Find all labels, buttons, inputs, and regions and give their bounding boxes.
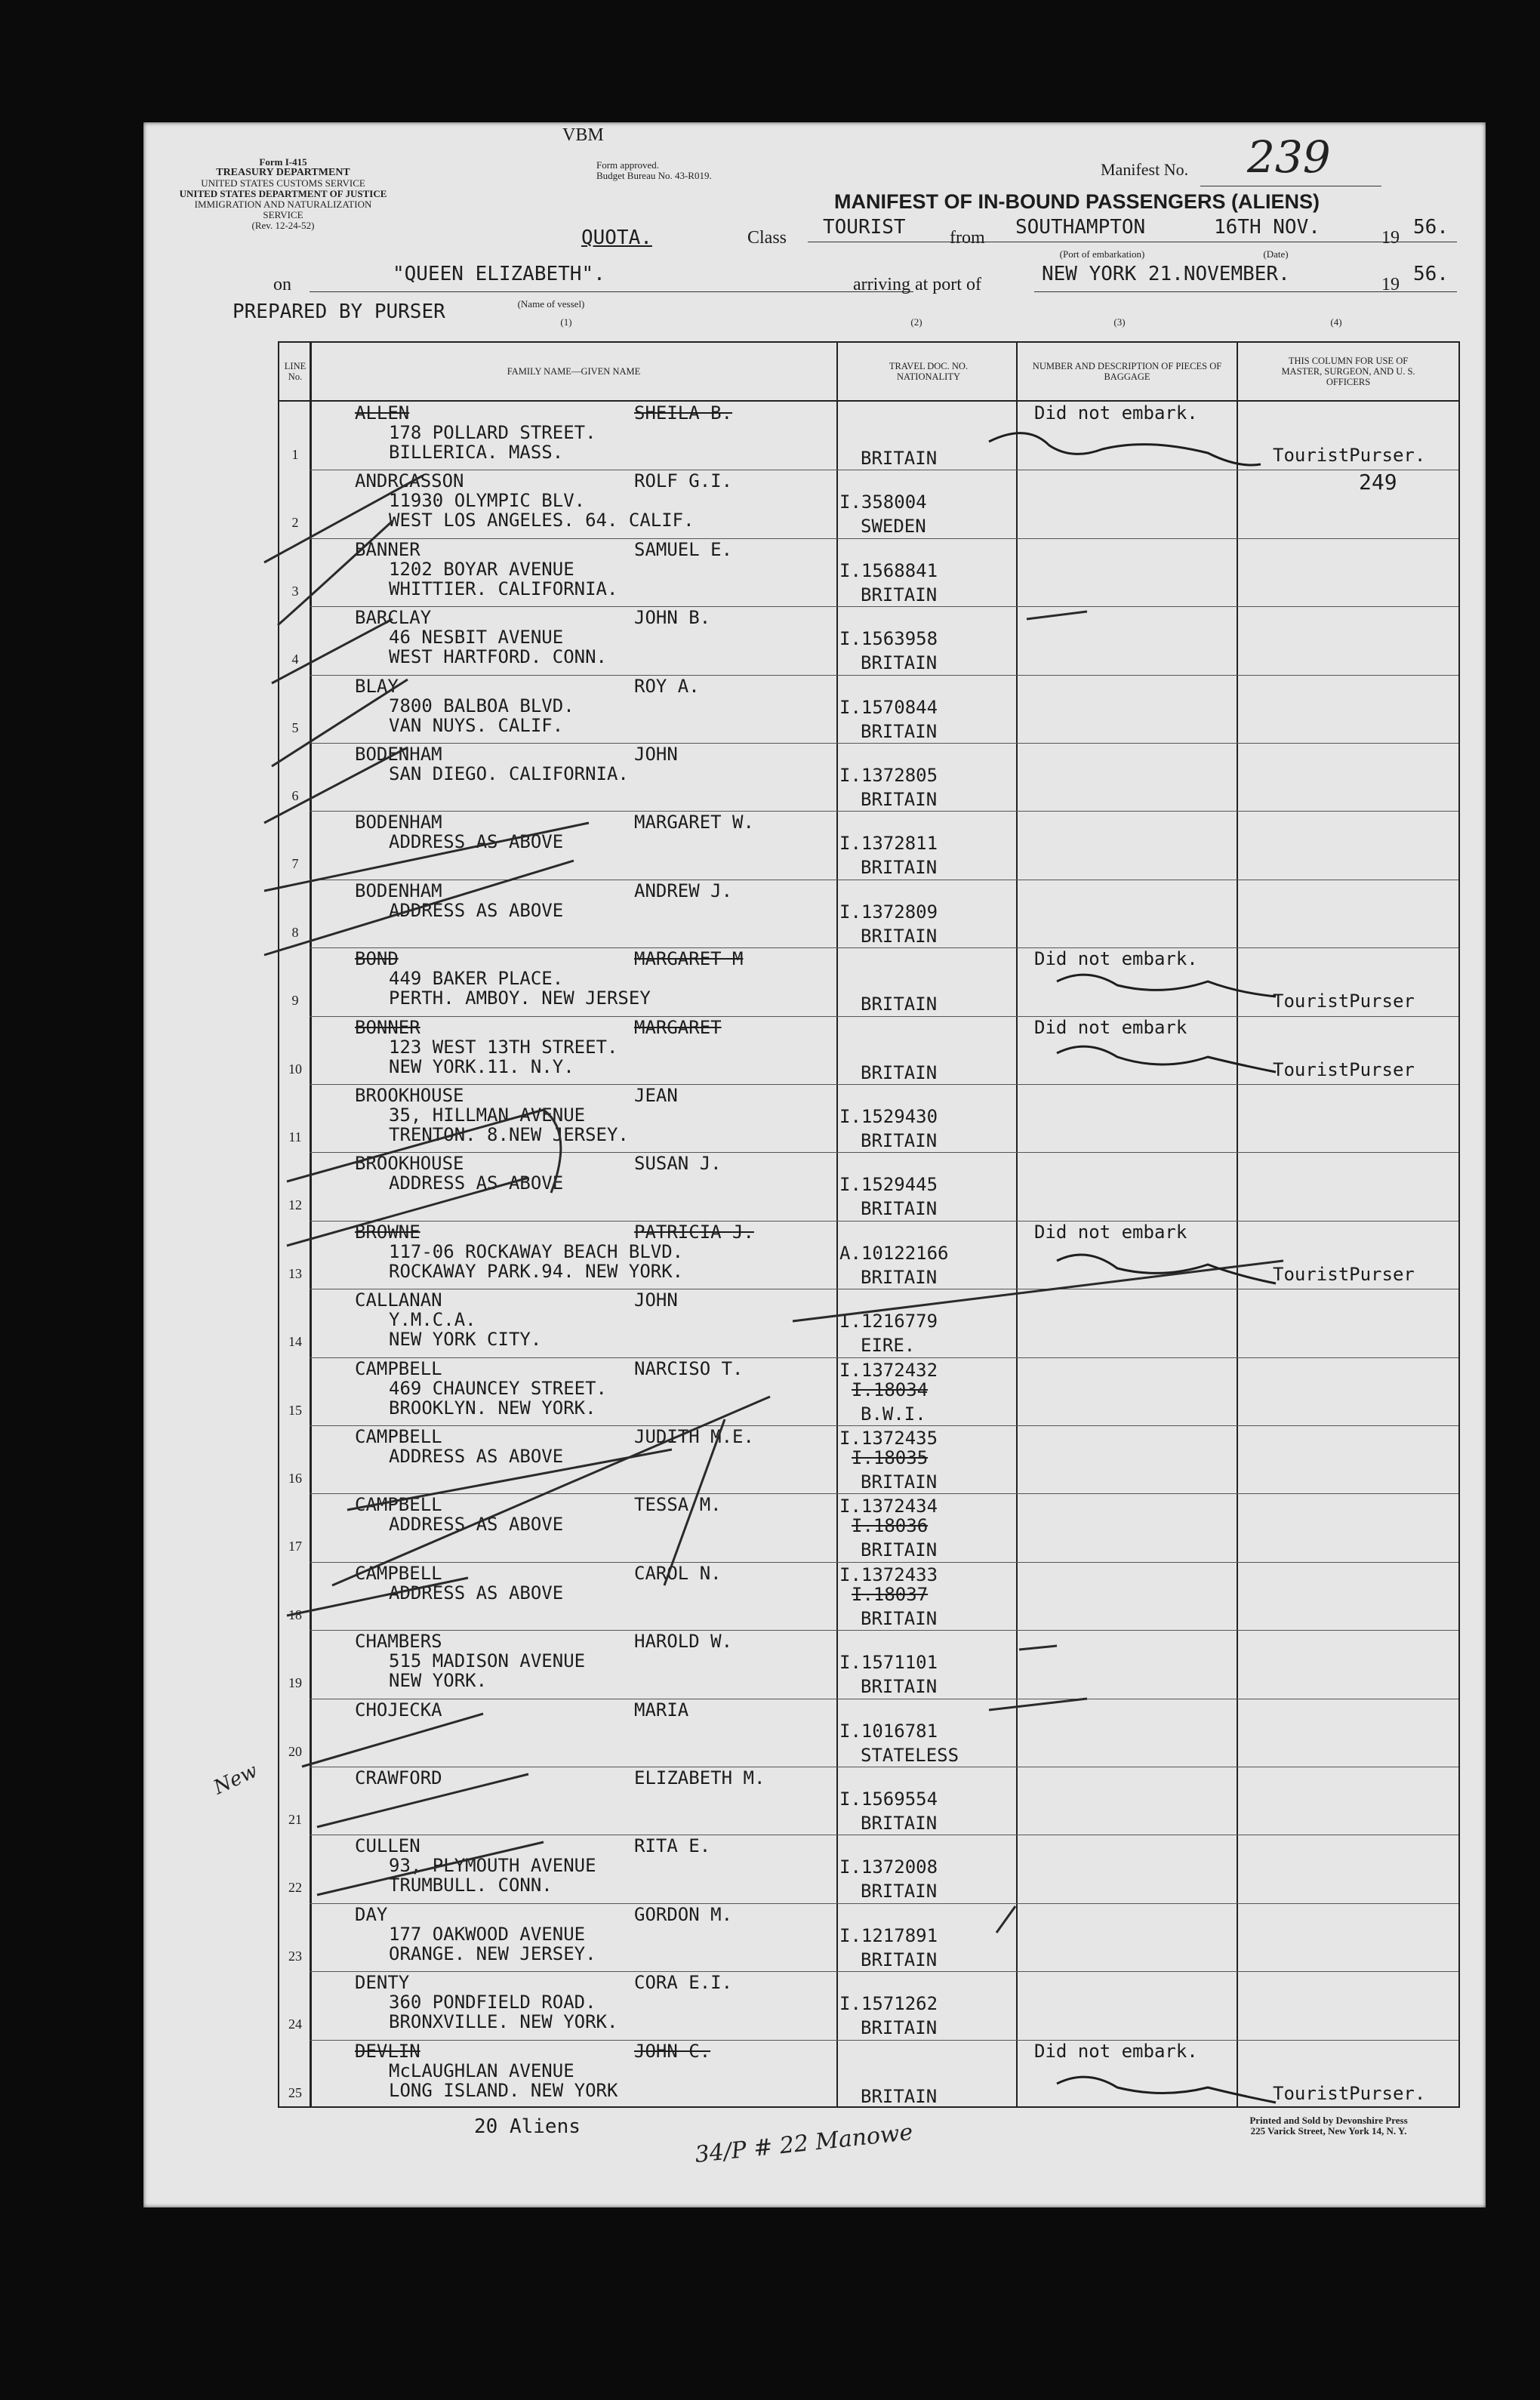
travel-doc-no: A.10122166 bbox=[839, 1242, 949, 1264]
line-number: 23 bbox=[288, 1948, 302, 1964]
nationality: BRITAIN bbox=[861, 448, 938, 469]
printer-line-2: 225 Varick Street, New York 14, N. Y. bbox=[1250, 2125, 1407, 2137]
class-value: TOURIST bbox=[823, 216, 906, 239]
header-line-no: LINE No. bbox=[284, 361, 306, 382]
given-name: ELIZABETH M. bbox=[634, 1767, 765, 1788]
address-line-1: ADDRESS AS ABOVE bbox=[389, 1172, 564, 1194]
family-name: CHOJECKA bbox=[355, 1699, 442, 1721]
address-line-1: 93, PLYMOUTH AVENUE bbox=[389, 1855, 596, 1877]
given-name: JOHN C. bbox=[634, 2040, 711, 2062]
nationality: BRITAIN bbox=[861, 1949, 938, 1970]
address-line-2: ORANGE. NEW JERSEY. bbox=[389, 1942, 596, 1964]
given-name: TESSA M. bbox=[634, 1494, 722, 1516]
line-number: 16 bbox=[288, 1471, 302, 1486]
given-name: JOHN bbox=[634, 744, 678, 765]
travel-doc-no: I.1569554 bbox=[839, 1788, 938, 1810]
table-row bbox=[279, 1289, 1458, 1357]
travel-doc-no: I.1563958 bbox=[839, 628, 938, 650]
header-travel-doc: TRAVEL DOC. NO. NATIONALITY bbox=[889, 361, 969, 382]
given-name: SUSAN J. bbox=[634, 1153, 722, 1175]
table-row bbox=[279, 538, 1458, 606]
table-row bbox=[279, 947, 1458, 1015]
on-label: on bbox=[273, 275, 291, 294]
table-row bbox=[279, 470, 1458, 538]
line-number: 13 bbox=[288, 1265, 302, 1281]
manifest-sheet bbox=[143, 122, 1486, 2207]
table-row bbox=[279, 1084, 1458, 1152]
nationality: BRITAIN bbox=[861, 1813, 938, 1834]
budget-line: Budget Bureau No. 43-R019. bbox=[596, 170, 712, 181]
table-row bbox=[279, 1699, 1458, 1767]
form-number: Form I-415 bbox=[259, 156, 307, 168]
family-name: DAY bbox=[355, 1903, 388, 1925]
nationality: BRITAIN bbox=[861, 789, 938, 810]
manifest-no-label: Manifest No. bbox=[1101, 160, 1189, 179]
line-number: 20 bbox=[288, 1743, 302, 1759]
printer-credit bbox=[1193, 2115, 1465, 2137]
given-name: MARGARET bbox=[634, 1016, 722, 1038]
travel-doc-no: I.1372008 bbox=[839, 1856, 938, 1878]
travel-doc-no: I.1372433 bbox=[839, 1564, 938, 1585]
table-row bbox=[279, 1767, 1458, 1835]
given-name: CAROL N. bbox=[634, 1562, 722, 1584]
officer-note: TouristPurser. bbox=[1273, 445, 1426, 466]
address-line-2: BROOKLYN. NEW YORK. bbox=[389, 1397, 596, 1419]
table-row bbox=[279, 1630, 1458, 1698]
dept-immigration: IMMIGRATION AND NATURALIZATION SERVICE bbox=[194, 199, 372, 220]
nationality: BRITAIN bbox=[861, 652, 938, 674]
given-name: GORDON M. bbox=[634, 1903, 733, 1925]
family-name: DEVLIN bbox=[355, 2040, 420, 2062]
family-name: DENTY bbox=[355, 1972, 410, 1994]
family-name: BOND bbox=[355, 948, 399, 970]
officer-note: TouristPurser. bbox=[1273, 2082, 1426, 2104]
address-line-2: NEW YORK.11. N.Y. bbox=[389, 1055, 574, 1077]
given-name: JEAN bbox=[634, 1085, 678, 1106]
address-line-2: NEW YORK. bbox=[389, 1670, 488, 1692]
col-num-3: (3) bbox=[1113, 316, 1126, 328]
address-line-1: 1202 BOYAR AVENUE bbox=[389, 558, 574, 580]
nationality: BRITAIN bbox=[861, 1539, 938, 1561]
line-number: 7 bbox=[291, 856, 299, 872]
line-number: 15 bbox=[288, 1402, 302, 1418]
travel-doc-no: I.1372435 bbox=[839, 1428, 938, 1449]
nationality: BRITAIN bbox=[861, 1471, 938, 1493]
officer-note: TouristPurser bbox=[1273, 1058, 1415, 1080]
family-name: BODENHAM bbox=[355, 880, 442, 901]
baggage-note: Did not embark bbox=[1034, 1016, 1187, 1038]
officer-note: TouristPurser bbox=[1273, 1263, 1415, 1285]
table-row bbox=[279, 811, 1458, 879]
given-name: RITA E. bbox=[634, 1835, 711, 1857]
nationality: BRITAIN bbox=[861, 994, 938, 1015]
address-line-2: BILLERICA. MASS. bbox=[389, 442, 564, 463]
address-line-1: ADDRESS AS ABOVE bbox=[389, 1446, 564, 1467]
address-line-2: NEW YORK CITY. bbox=[389, 1329, 542, 1351]
arrival-line bbox=[1034, 291, 1457, 292]
officer-note: 249 bbox=[1359, 470, 1397, 495]
travel-doc-no-old: I.18034 bbox=[852, 1379, 929, 1400]
travel-doc-no-old: I.18037 bbox=[852, 1583, 929, 1605]
vessel-caption: (Name of vessel) bbox=[517, 298, 585, 310]
given-name: ROLF G.I. bbox=[634, 470, 733, 492]
margin-note: New bbox=[210, 1759, 261, 1800]
address-line-1: 178 POLLARD STREET. bbox=[389, 422, 596, 443]
family-name: BROOKHOUSE bbox=[355, 1085, 464, 1106]
line-number: 10 bbox=[288, 1061, 302, 1077]
col-num-2: (2) bbox=[910, 316, 922, 328]
nationality: BRITAIN bbox=[861, 2085, 938, 2107]
baggage-note: Did not embark. bbox=[1034, 402, 1198, 424]
table-row bbox=[279, 606, 1458, 674]
address-line-2: WEST LOS ANGELES. 64. CALIF. bbox=[389, 510, 695, 531]
table-row bbox=[279, 880, 1458, 947]
given-name: PATRICIA J. bbox=[634, 1221, 754, 1243]
line-number: 22 bbox=[288, 1880, 302, 1896]
address-line-2: TRENTON. 8.NEW JERSEY. bbox=[389, 1124, 629, 1145]
given-name: MARIA bbox=[634, 1699, 689, 1721]
line-number: 6 bbox=[291, 788, 299, 803]
dept-customs: UNITED STATES CUSTOMS SERVICE bbox=[201, 177, 365, 189]
line-number: 11 bbox=[288, 1129, 302, 1145]
family-name: BROOKHOUSE bbox=[355, 1153, 464, 1175]
address-line-1: 46 NESBIT AVENUE bbox=[389, 627, 564, 649]
line-number: 4 bbox=[291, 652, 299, 667]
line-number: 12 bbox=[288, 1197, 302, 1213]
address-line-1: Y.M.C.A. bbox=[389, 1309, 476, 1331]
line-number: 21 bbox=[288, 1812, 302, 1827]
header-officers: THIS COLUMN FOR USE OF MASTER, SURGEON, AND U. S. OFFICERS bbox=[1281, 356, 1415, 387]
address-line-1: 515 MADISON AVENUE bbox=[389, 1650, 586, 1672]
address-line-2: TRUMBULL. CONN. bbox=[389, 1875, 553, 1896]
travel-doc-no: I.1529445 bbox=[839, 1174, 938, 1196]
nationality: B.W.I. bbox=[861, 1403, 926, 1425]
line-number: 24 bbox=[288, 2016, 302, 2032]
table-row bbox=[279, 1221, 1458, 1289]
baggage-note: Did not embark bbox=[1034, 1221, 1187, 1243]
travel-doc-no-old: I.18036 bbox=[852, 1515, 929, 1537]
line-number: 2 bbox=[291, 515, 299, 531]
nationality: BRITAIN bbox=[861, 1676, 938, 1698]
form-block bbox=[174, 157, 393, 231]
address-line-2: WEST HARTFORD. CONN. bbox=[389, 646, 607, 668]
nationality: BRITAIN bbox=[861, 1607, 938, 1629]
travel-doc-no: I.1529430 bbox=[839, 1106, 938, 1127]
travel-doc-no: I.1217891 bbox=[839, 1924, 938, 1946]
travel-doc-no: I.1372432 bbox=[839, 1359, 938, 1381]
approval-line: Form approved. bbox=[596, 159, 660, 171]
nationality: BRITAIN bbox=[861, 857, 938, 879]
arrival-value: NEW YORK 21.NOVEMBER. bbox=[1042, 263, 1290, 285]
address-line-1: 7800 BALBOA BLVD. bbox=[389, 695, 574, 716]
nationality: EIRE. bbox=[861, 1335, 916, 1357]
baggage-note: Did not embark. bbox=[1034, 948, 1198, 970]
given-name: JUDITH M.E. bbox=[634, 1426, 754, 1447]
family-name: BLAY bbox=[355, 675, 399, 697]
line-number: 3 bbox=[291, 583, 299, 599]
date-caption: (Date) bbox=[1263, 248, 1289, 260]
family-name: BROWNE bbox=[355, 1221, 420, 1243]
address-line-2: ROCKAWAY PARK.94. NEW YORK. bbox=[389, 1260, 684, 1282]
col-num-1: (1) bbox=[560, 316, 572, 328]
vessel-name: "QUEEN ELIZABETH". bbox=[393, 263, 605, 285]
table-row bbox=[279, 675, 1458, 743]
form-revision: (Rev. 12-24-52) bbox=[251, 220, 315, 231]
manifest-number: 239 bbox=[1247, 131, 1331, 183]
nationality: BRITAIN bbox=[861, 1061, 938, 1083]
nationality: STATELESS bbox=[861, 1744, 959, 1766]
prepared-by: PREPARED BY PURSER bbox=[233, 300, 445, 323]
line-number: 8 bbox=[291, 924, 299, 940]
family-name: CAMPBELL bbox=[355, 1494, 442, 1516]
family-name: CULLEN bbox=[355, 1835, 420, 1857]
line-number: 18 bbox=[288, 1607, 302, 1622]
table-row bbox=[279, 402, 1458, 470]
travel-doc-no: I.358004 bbox=[839, 491, 927, 513]
line-number: 25 bbox=[288, 2084, 302, 2100]
arriving-label: arriving at port of bbox=[853, 275, 981, 294]
nationality: BRITAIN bbox=[861, 720, 938, 742]
travel-doc-no-old: I.18035 bbox=[852, 1447, 929, 1468]
table-row bbox=[279, 1971, 1458, 2039]
approval-block bbox=[596, 160, 793, 181]
travel-doc-no: I.1571262 bbox=[839, 1993, 938, 2015]
travel-doc-no: I.1372811 bbox=[839, 833, 938, 855]
nationality: BRITAIN bbox=[861, 1881, 938, 1902]
line-number: 17 bbox=[288, 1539, 302, 1554]
table-row bbox=[279, 2040, 1458, 2108]
class-label: Class bbox=[747, 228, 787, 248]
travel-doc-no: I.1016781 bbox=[839, 1720, 938, 1742]
given-name: ANDREW J. bbox=[634, 880, 733, 901]
table-row bbox=[279, 1357, 1458, 1425]
address-line-2: VAN NUYS. CALIF. bbox=[389, 714, 564, 736]
address-line-1: SAN DIEGO. CALIFORNIA. bbox=[389, 763, 629, 784]
header-name: FAMILY NAME—GIVEN NAME bbox=[507, 366, 641, 377]
nationality: BRITAIN bbox=[861, 1266, 938, 1288]
line-number: 19 bbox=[288, 1675, 302, 1691]
aliens-total: 20 Aliens bbox=[474, 2115, 581, 2138]
manifest-title: MANIFEST OF IN-BOUND PASSENGERS (ALIENS) bbox=[834, 190, 1320, 213]
address-line-1: 123 WEST 13TH STREET. bbox=[389, 1036, 618, 1058]
given-name: NARCISO T. bbox=[634, 1357, 744, 1379]
address-line-2: LONG ISLAND. NEW YORK bbox=[389, 2079, 618, 2101]
address-line-1: 469 CHAUNCEY STREET. bbox=[389, 1377, 607, 1399]
table-row bbox=[279, 743, 1458, 811]
year-label: 19 bbox=[1381, 228, 1400, 248]
table-row bbox=[279, 1493, 1458, 1561]
table-row bbox=[279, 1562, 1458, 1630]
handwritten-note: 34/P # 22 Manowe bbox=[693, 2118, 914, 2169]
dept-justice: UNITED STATES DEPARTMENT OF JUSTICE bbox=[179, 188, 387, 199]
address-line-1: 117-06 ROCKAWAY BEACH BLVD. bbox=[389, 1240, 684, 1262]
travel-doc-no: I.1570844 bbox=[839, 696, 938, 718]
address-line-1: 11930 OLYMPIC BLV. bbox=[389, 490, 586, 512]
officer-note: TouristPurser bbox=[1273, 991, 1415, 1012]
vbm-mark: VBM bbox=[562, 125, 604, 145]
table-row bbox=[279, 1903, 1458, 1971]
family-name: ALLEN bbox=[355, 402, 410, 424]
family-name: BANNER bbox=[355, 538, 420, 560]
address-line-2: BRONXVILLE. NEW YORK. bbox=[389, 2011, 618, 2033]
nationality: SWEDEN bbox=[861, 516, 926, 538]
given-name: MARGARET W. bbox=[634, 812, 754, 833]
table-row bbox=[279, 1835, 1458, 1902]
nationality: BRITAIN bbox=[861, 1198, 938, 1220]
given-name: MARGARET M bbox=[634, 948, 744, 970]
dept-treasury: TREASURY DEPARTMENT bbox=[216, 167, 350, 178]
year2-label: 19 bbox=[1381, 275, 1400, 294]
from-label: from bbox=[950, 228, 985, 248]
address-line-1: McLAUGHLAN AVENUE bbox=[389, 2060, 574, 2081]
header-baggage: NUMBER AND DESCRIPTION OF PIECES OF BAGGAGE bbox=[1032, 361, 1222, 382]
nationality: BRITAIN bbox=[861, 1130, 938, 1151]
family-name: BODENHAM bbox=[355, 744, 442, 765]
given-name: JOHN bbox=[634, 1289, 678, 1311]
address-line-1: 35, HILLMAN AVENUE bbox=[389, 1104, 586, 1126]
family-name: CAMPBELL bbox=[355, 1426, 442, 1447]
passenger-table bbox=[278, 341, 1460, 2108]
col-num-4: (4) bbox=[1330, 316, 1342, 328]
date-value: 16TH NOV. bbox=[1214, 216, 1320, 239]
address-line-1: ADDRESS AS ABOVE bbox=[389, 1514, 564, 1536]
family-name: BARCLAY bbox=[355, 607, 432, 629]
family-name: CHAMBERS bbox=[355, 1631, 442, 1653]
year2-value: 56. bbox=[1413, 263, 1449, 285]
address-line-1: ADDRESS AS ABOVE bbox=[389, 899, 564, 921]
quota-text: QUOTA. bbox=[581, 226, 652, 249]
line-number: 5 bbox=[291, 719, 299, 735]
given-name: JOHN B. bbox=[634, 607, 711, 629]
address-line-1: ADDRESS AS ABOVE bbox=[389, 1582, 564, 1604]
address-line-1: 177 OAKWOOD AVENUE bbox=[389, 1923, 586, 1945]
address-line-1: 360 PONDFIELD ROAD. bbox=[389, 1992, 596, 2013]
family-name: BONNER bbox=[355, 1016, 420, 1038]
line-number: 1 bbox=[291, 447, 299, 462]
nationality: BRITAIN bbox=[861, 584, 938, 605]
family-name: ANDRCASSON bbox=[355, 470, 464, 492]
family-name: BODENHAM bbox=[355, 812, 442, 833]
year-value: 56. bbox=[1413, 216, 1449, 239]
nationality: BRITAIN bbox=[861, 2017, 938, 2039]
travel-doc-no: I.1372809 bbox=[839, 901, 938, 923]
given-name: SAMUEL E. bbox=[634, 538, 733, 560]
line-number: 9 bbox=[291, 993, 299, 1009]
vessel-line bbox=[310, 291, 913, 292]
family-name: CALLANAN bbox=[355, 1289, 442, 1311]
given-name: CORA E.I. bbox=[634, 1972, 733, 1994]
family-name: CRAWFORD bbox=[355, 1767, 442, 1788]
table-row bbox=[279, 1016, 1458, 1084]
travel-doc-no: I.1571101 bbox=[839, 1652, 938, 1674]
nationality: BRITAIN bbox=[861, 925, 938, 947]
address-line-2: WHITTIER. CALIFORNIA. bbox=[389, 578, 618, 599]
table-row bbox=[279, 1425, 1458, 1493]
travel-doc-no: I.1568841 bbox=[839, 559, 938, 581]
travel-doc-no: I.1372434 bbox=[839, 1496, 938, 1517]
family-name: CAMPBELL bbox=[355, 1562, 442, 1584]
address-line-2: PERTH. AMBOY. NEW JERSEY bbox=[389, 987, 651, 1009]
printer-line-1: Printed and Sold by Devonshire Press bbox=[1249, 2115, 1408, 2126]
given-name: ROY A. bbox=[634, 675, 700, 697]
travel-doc-no: I.1372805 bbox=[839, 765, 938, 786]
port-caption: (Port of embarkation) bbox=[1059, 248, 1145, 260]
port-value: SOUTHAMPTON bbox=[1015, 216, 1146, 239]
line-number: 14 bbox=[288, 1334, 302, 1350]
address-line-1: ADDRESS AS ABOVE bbox=[389, 831, 564, 853]
address-line-1: 449 BAKER PLACE. bbox=[389, 968, 564, 990]
baggage-note: Did not embark. bbox=[1034, 2040, 1198, 2062]
given-name: SHEILA B. bbox=[634, 402, 733, 424]
travel-doc-no: I.1216779 bbox=[839, 1311, 938, 1332]
given-name: HAROLD W. bbox=[634, 1631, 733, 1653]
family-name: CAMPBELL bbox=[355, 1357, 442, 1379]
table-row bbox=[279, 1152, 1458, 1220]
